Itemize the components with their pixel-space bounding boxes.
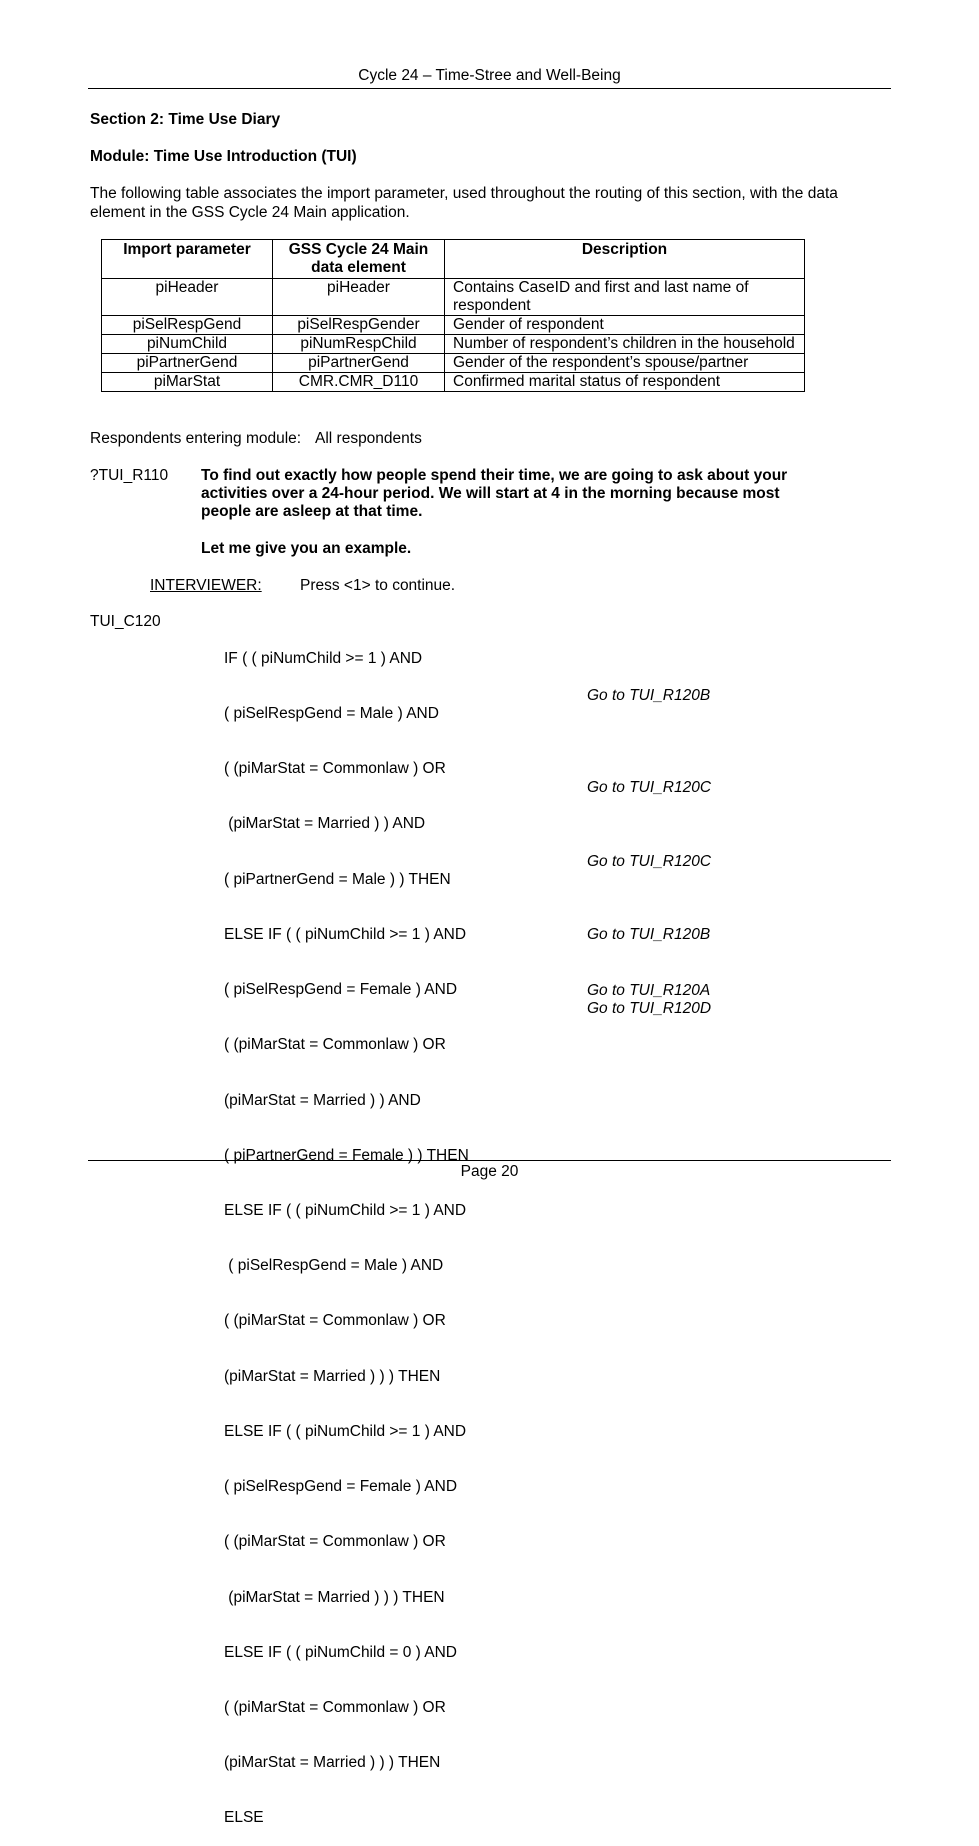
logic-line: ELSE IF ( ( piNumChild = 0 ) AND: [224, 1643, 457, 1661]
logic-line: ( (piMarStat = Commonlaw ) OR: [224, 760, 446, 778]
table-cell: piSelRespGend: [102, 316, 273, 335]
logic-line: ( piPartnerGend = Female ) ) THEN: [224, 1146, 469, 1164]
logic-line: ( (piMarStat = Commonlaw ) OR: [224, 1312, 446, 1330]
import-parameter-table: [101, 239, 805, 392]
question-id: ?TUI_R110: [90, 467, 169, 484]
table-cell: piSelRespGender: [273, 316, 445, 335]
page-header-title: Cycle 24 – Time-Stree and Well-Being: [358, 67, 621, 84]
table-cell: CMR.CMR_D110: [273, 373, 445, 392]
section-title: Section 2: Time Use Diary: [90, 111, 281, 128]
logic-line: (piMarStat = Married ) ) ) THEN: [224, 1588, 445, 1606]
table-cell: piPartnerGend: [102, 354, 273, 373]
logic-line: ( piSelRespGend = Female ) AND: [224, 981, 458, 999]
table-row: [102, 335, 805, 354]
logic-line: (piMarStat = Married ) ) AND: [224, 815, 426, 833]
header-rule: [88, 88, 891, 89]
goto-label: Go to TUI_R120B: [587, 926, 711, 943]
logic-line: ELSE IF ( ( piNumChild >= 1 ) AND: [224, 1422, 467, 1440]
intro-paragraph: The following table associates the import parameter, used throughout the routing of this section, with the data element in the GSS Cycle 24 Main application.: [90, 185, 838, 221]
routing-logic: [224, 613, 469, 1846]
logic-line: (piMarStat = Married ) ) AND: [224, 1091, 421, 1109]
table-header-row: [102, 240, 805, 279]
column-header: GSS Cycle 24 Main data element: [273, 240, 445, 279]
goto-label: Go to TUI_R120B: [587, 687, 711, 704]
table-cell: Gender of the respondent’s spouse/partner: [445, 354, 805, 373]
logic-line: (piMarStat = Married ) ) ) THEN: [224, 1754, 441, 1772]
table-cell: Number of respondent’s children in the household: [445, 335, 805, 354]
logic-line: ( piSelRespGend = Female ) AND: [224, 1478, 458, 1496]
logic-line: ( piPartnerGend = Male ) ) THEN: [224, 870, 451, 888]
footer-rule: [88, 1160, 891, 1161]
question-text: To find out exactly how people spend their time, we are going to ask about your activities over a 24-hour period. We will start at 4 in the morning because most people are asleep at that time.: [201, 467, 788, 520]
goto-label: Go to TUI_R120C: [587, 779, 712, 796]
module-title: Module: Time Use Introduction (TUI): [90, 148, 357, 165]
computed-id: TUI_C120: [90, 613, 161, 630]
table-cell: piNumChild: [102, 335, 273, 354]
logic-line: ELSE IF ( ( piNumChild >= 1 ) AND: [224, 1202, 467, 1219]
table-cell: Contains CaseID and first and last name of respondent: [445, 279, 805, 316]
table-row: [102, 373, 805, 392]
logic-line: (piMarStat = Married ) ) ) THEN: [224, 1367, 441, 1385]
table-row: [102, 354, 805, 373]
table-cell: piPartnerGend: [273, 354, 445, 373]
logic-line: ELSE IF ( ( piNumChild >= 1 ) AND: [224, 925, 467, 943]
logic-line: ( (piMarStat = Commonlaw ) OR: [224, 1036, 446, 1054]
interviewer-label: INTERVIEWER:: [150, 577, 262, 594]
goto-label: Go to TUI_R120D: [587, 1000, 712, 1017]
table-cell: piNumRespChild: [273, 335, 445, 354]
logic-line: ( piSelRespGend = Male ) AND: [224, 705, 439, 723]
goto-label: Go to TUI_R120A: [587, 982, 711, 999]
logic-line: IF ( ( piNumChild >= 1 ) AND: [224, 649, 423, 667]
question-example: Let me give you an example.: [201, 540, 412, 557]
column-header: Import parameter: [102, 240, 273, 279]
table-cell: piMarStat: [102, 373, 273, 392]
page-number: Page 20: [460, 1163, 519, 1180]
logic-line: ELSE: [224, 1809, 264, 1827]
respondents-label: Respondents entering module:: [90, 430, 302, 447]
logic-line: ( piSelRespGend = Male ) AND: [224, 1257, 444, 1275]
respondents-value: All respondents: [315, 430, 422, 447]
table-row: [102, 279, 805, 316]
table-cell: piHeader: [273, 279, 445, 316]
table-row: [102, 316, 805, 335]
column-header: Description: [445, 240, 805, 279]
table-cell: Confirmed marital status of respondent: [445, 373, 805, 392]
table-cell: piHeader: [102, 279, 273, 316]
goto-label: Go to TUI_R120C: [587, 853, 712, 870]
table-cell: Gender of respondent: [445, 316, 805, 335]
logic-line: ( (piMarStat = Commonlaw ) OR: [224, 1533, 446, 1551]
logic-line: ( (piMarStat = Commonlaw ) OR: [224, 1698, 446, 1716]
interviewer-instruction: Press <1> to continue.: [300, 577, 456, 594]
